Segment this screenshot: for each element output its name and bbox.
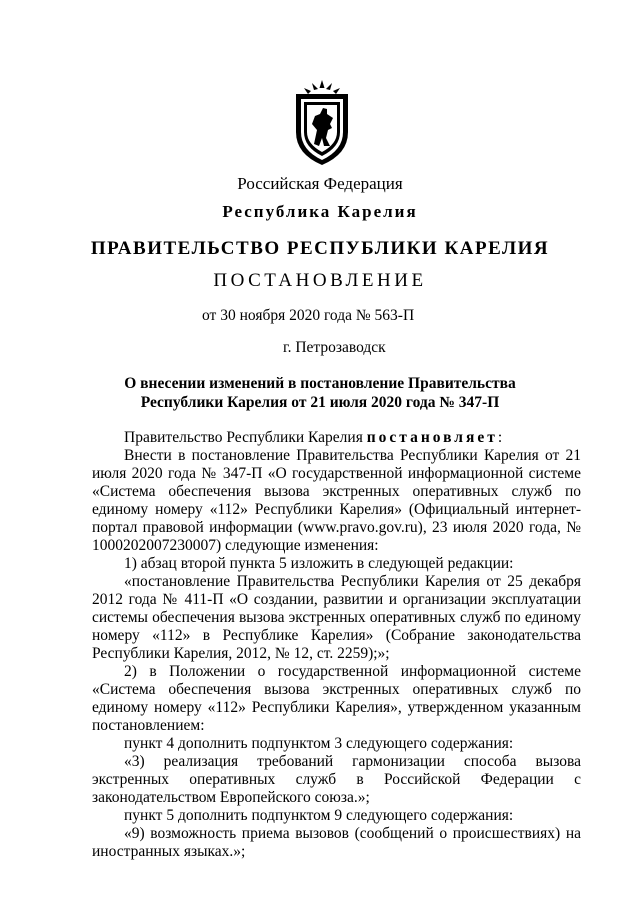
- city-name: г. Петрозаводск: [283, 339, 386, 356]
- body-paragraph: Внести в постановление Правительства Республики Карелия от 21 июля 2020 года № 347-П «О государственной информационной системе «Система обеспечения вызова экстренных оперативных служб по единому номеру «112» Республики Карелия» (Официальный интернет-портал правовой информации (www.pravo.gov.ru), 23 июля 2020 года, № 1000202007230007) следующие изменения:: [92, 447, 581, 554]
- intro-paragraph: [92, 429, 581, 447]
- body-paragraph: «9) возможность приема вызовов (сообщений о происшествиях) на иностранных языках.»;: [92, 825, 581, 860]
- decree-body: [92, 429, 581, 861]
- republic-title: Республика Карелия: [222, 202, 418, 221]
- body-paragraph: 2) в Положении о государственной информационной системе «Система обеспечения вызова экстренных оперативных служб по единому номеру «112» Республики Карелия», утвержденном указанным постановлением:: [92, 663, 581, 734]
- intro-text: Правительство Республики Карелия: [124, 429, 367, 446]
- karelia-coat-of-arms-icon: [290, 80, 354, 166]
- decree-date-number: от 30 ноября 2020 года № 563-П: [202, 307, 415, 324]
- federation-title: Российская Федерация: [237, 174, 403, 193]
- body-paragraph: пункт 5 дополнить подпунктом 9 следующего содержания:: [124, 807, 514, 824]
- body-paragraph: «постановление Правительства Республики Карелия от 25 декабря 2012 года № 411-П «О создании, развитии и организации эксплуатации системы обеспечения вызова экстренных оперативных служб по единому номеру «112» в Республике Карелия» (Собрание законодательства Республики Карелия, 2012, № 12, ст. 2259);»;: [92, 573, 581, 662]
- decree-title: ПОСТАНОВЛЕНИЕ: [213, 270, 427, 291]
- government-title: ПРАВИТЕЛЬСТВО РЕСПУБЛИКИ КАРЕЛИЯ: [90, 238, 550, 259]
- body-paragraph: «3) реализация требований гармонизации способа вызова экстренных оперативных служб в Российской Федерации с законодательством Европейского союза.»;: [92, 753, 581, 806]
- body-paragraph: 1) абзац второй пункта 5 изложить в следующей редакции:: [124, 555, 514, 572]
- body-paragraph: пункт 4 дополнить подпунктом 3 следующего содержания:: [124, 735, 514, 752]
- subject-line: О внесении изменений в постановление Правительства: [124, 375, 516, 392]
- decree-subject: [90, 374, 550, 412]
- subject-line: Республики Карелия от 21 июля 2020 года № 347-П: [140, 394, 500, 411]
- decree-verb: постановляет: [366, 429, 498, 446]
- intro-colon: :: [497, 429, 503, 446]
